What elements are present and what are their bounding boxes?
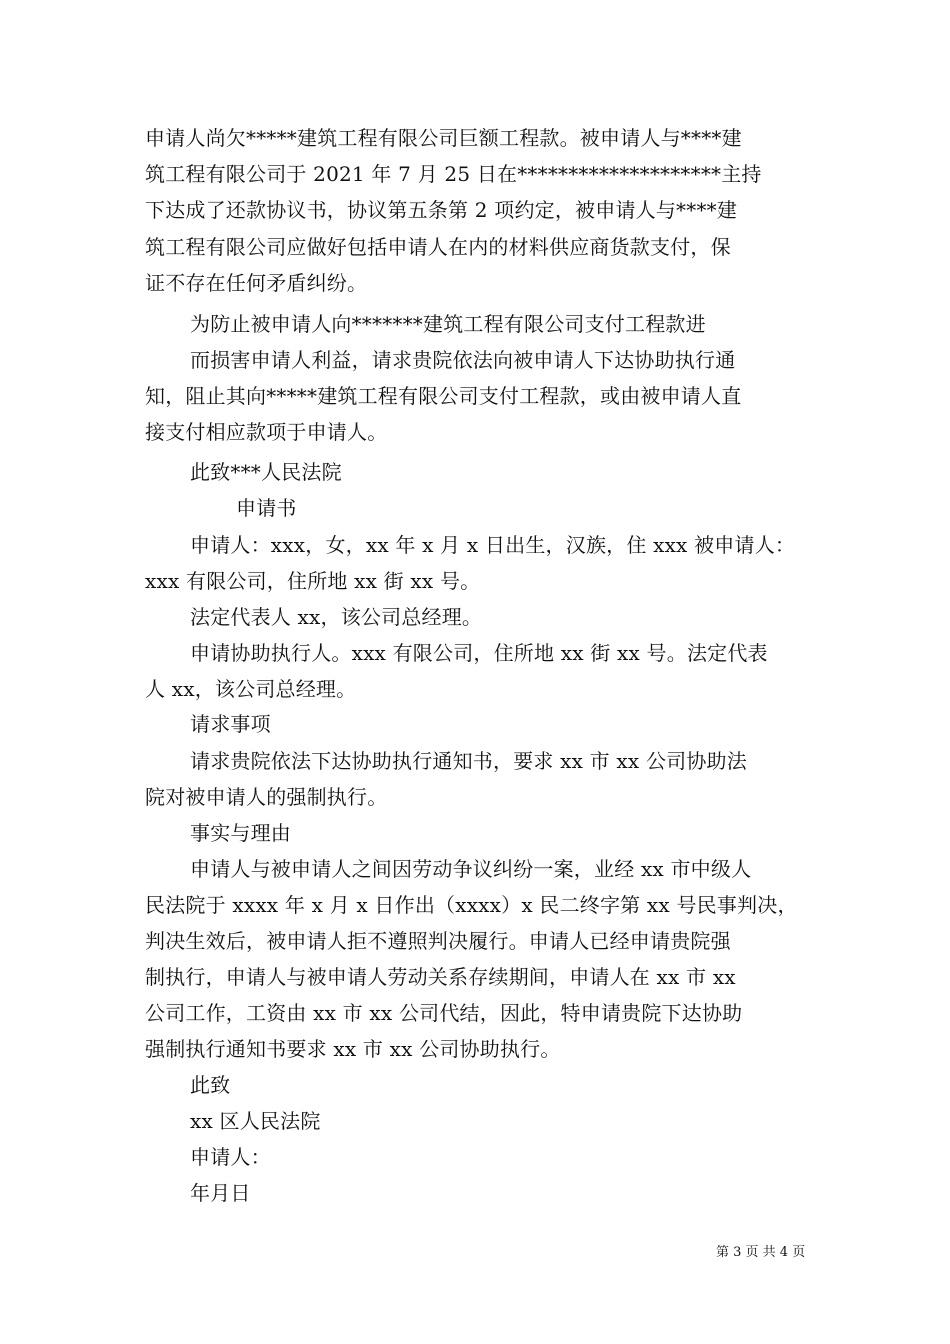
body-line: 下达成了还款协议书，协议第五条第 2 项约定，被申请人与****建 <box>145 198 738 222</box>
applicant-signature-label: 申请人： <box>190 1145 271 1169</box>
closing-line: 此致 <box>190 1073 231 1097</box>
body-line: 申请人尚欠*****建筑工程有限公司巨额工程款。被申请人与****建 <box>145 126 742 150</box>
date-label: 年月日 <box>190 1181 251 1205</box>
body-line: 强制执行通知书要求 xx 市 xx 公司协助执行。 <box>145 1037 561 1061</box>
body-line: 申请人与被申请人之间因劳动争议纠纷一案，业经 xx 市中级人 <box>190 857 752 881</box>
body-line: 法定代表人 xx，该公司总经理。 <box>190 605 483 629</box>
body-line: 筑工程有限公司应做好包括申请人在内的材料供应商货款支付，保 <box>145 235 731 259</box>
body-line: xxx 有限公司，住所地 xx 街 xx 号。 <box>145 569 481 593</box>
body-line: 证不存在任何矛盾纠纷。 <box>145 271 368 295</box>
body-line: 公司工作，工资由 xx 市 xx 公司代结，因此，特申请贵院下达协助 <box>145 1001 743 1025</box>
body-line: 院对被申请人的强制执行。 <box>145 785 388 809</box>
body-line: 判决生效后，被申请人拒不遵照判决履行。申请人已经申请贵院强 <box>145 929 731 953</box>
body-line: 申请协助执行人。xxx 有限公司，住所地 xx 街 xx 号。法定代表 <box>190 641 768 665</box>
body-line: 接支付相应款项于申请人。 <box>145 420 388 444</box>
body-line: 为防止被申请人向*******建筑工程有限公司支付工程款进 <box>190 312 706 336</box>
body-line: 而损害申请人利益，请求贵院依法向被申请人下达协助执行通 <box>190 348 736 372</box>
body-line: 申请人：xxx，女，xx 年 x 月 x 日出生，汉族，住 xxx 被申请人： <box>190 533 796 557</box>
body-line: 人 xx，该公司总经理。 <box>145 677 357 701</box>
court-name: xx 区人民法院 <box>190 1109 321 1133</box>
page-number: 第 3 页 共 4 页 <box>716 1245 806 1260</box>
body-line: 筑工程有限公司于 2021 年 7 月 25 日在********************主持 <box>145 162 762 186</box>
body-line: 知，阻止其向*****建筑工程有限公司支付工程款，或由被申请人直 <box>145 384 742 408</box>
body-line: 民法院于 xxxx 年 x 月 x 日作出（xxxx）x 民二终字第 xx 号民事判决， <box>145 893 798 917</box>
body-line: 此致***人民法院 <box>190 460 342 484</box>
body-line: 请求贵院依法下达协助执行通知书，要求 xx 市 xx 公司协助法 <box>190 749 747 773</box>
section-heading: 事实与理由 <box>190 821 291 845</box>
body-line: 制执行，申请人与被申请人劳动关系存续期间，申请人在 xx 市 xx <box>145 965 736 989</box>
section-heading: 请求事项 <box>190 712 271 736</box>
section-title: 申请书 <box>236 496 297 520</box>
